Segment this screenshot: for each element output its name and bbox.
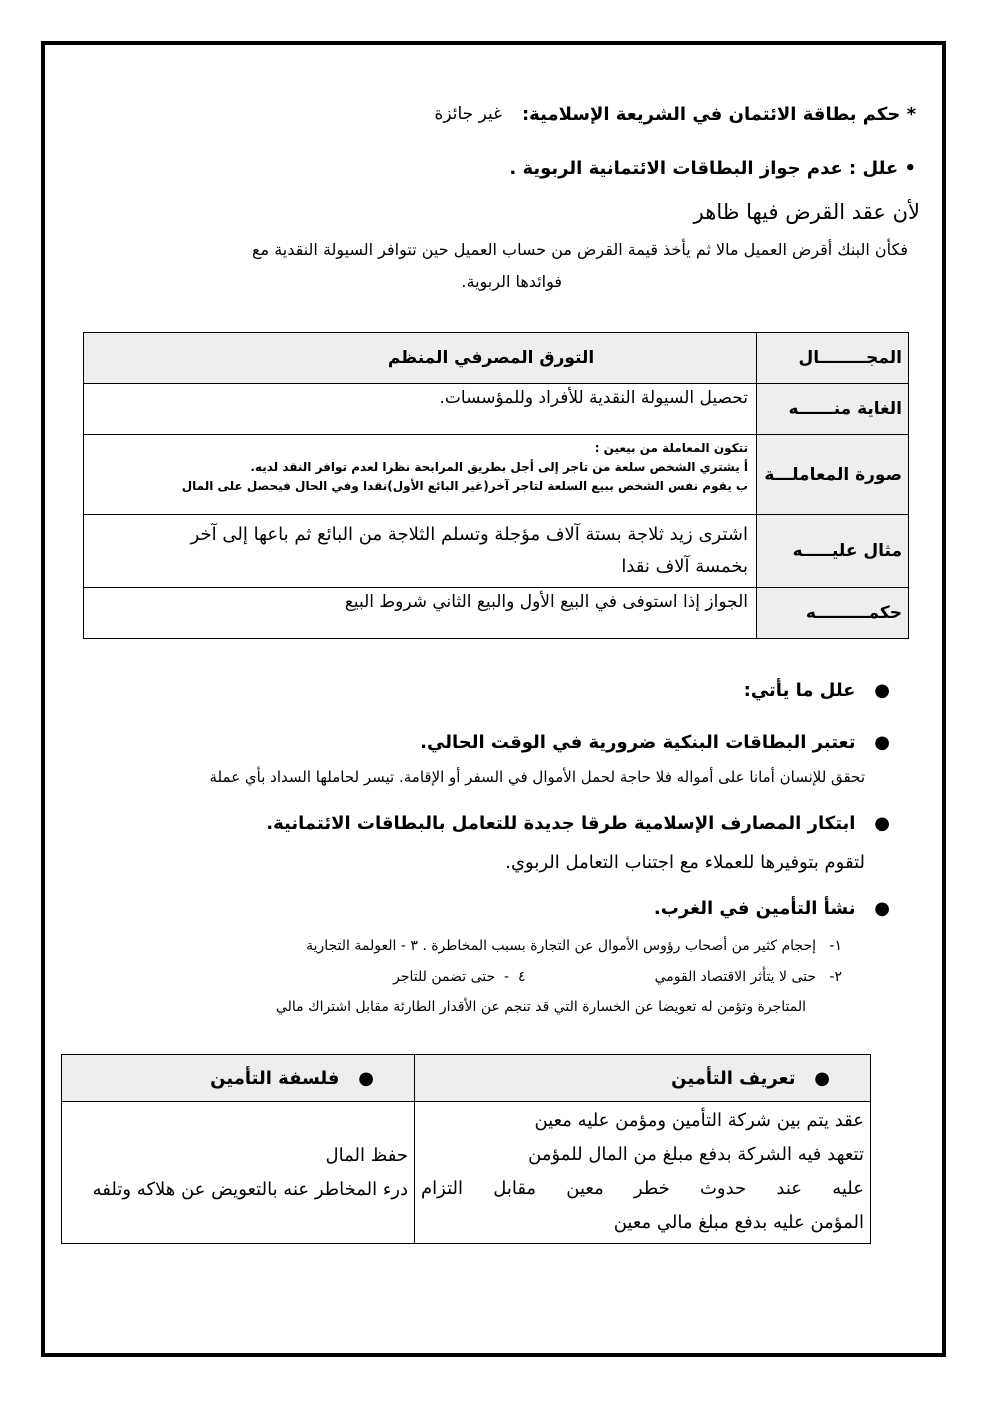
bullet-icon: ● (795, 1067, 830, 1089)
example-line: اشترى زيد ثلاجة بستة آلاف مؤجلة وتسلم الثلاجة من البائع ثم باعها إلى آخر (190, 524, 748, 545)
list-item: ١-إحجام كثير من أصحاب رؤوس الأموال عن التجارة بسبب المخاطرة . ٣ - العولمة التجارية (306, 938, 842, 954)
row-label: الغاية منــــــه (757, 384, 909, 435)
answer-2: لتقوم بتوفيرها للعملاء مع اجتناب التعامل الربوي. (505, 852, 865, 873)
table-header-row (62, 1055, 871, 1102)
row-label: مثال عليـــــه (757, 515, 909, 588)
reason-line3: فوائدها الربوية. (461, 272, 562, 291)
question-3: ● نشأ التأمين في الغرب. (653, 898, 890, 919)
ruling-title: * حكم بطاقة الائتمان في الشريعة الإسلامية: (521, 104, 916, 125)
bullet-icon: ● (855, 813, 890, 834)
bullet-icon: ● (855, 898, 890, 919)
transaction-line: ب يقوم نفس الشخص ببيع السلعة لتاجر آخر(غير البائع الأول)نقدا وفي الحال فيحصل على المال (181, 479, 748, 493)
table-row (84, 435, 909, 515)
table-row (62, 1102, 871, 1244)
list-tail: المتاجرة وتؤمن له تعويضا عن الخسارة التي قد تنجم عن الأقدار الطارئة مقابل اشتراك مالي (275, 999, 806, 1015)
row-label: حكمـــــــــه (757, 588, 909, 639)
reason-title: • علل : عدم جواز البطاقات الائتمانية الربوية . (509, 158, 916, 179)
bullet-icon: ● (855, 680, 890, 701)
question-2: ● ابتكار المصارف الإسلامية طرقا جديدة للتعامل بالبطاقات الائتمانية. (266, 813, 890, 834)
table-row (84, 588, 909, 639)
col-header-philosophy: ● فلسفة التأمين (62, 1055, 415, 1102)
row-label: صورة المعاملـــة (757, 435, 909, 515)
transaction-line: أ يشتري الشخص سلعة من تاجر إلى أجل بطريق المرابحة نظرا لعدم توافر النقد لديه. (250, 460, 748, 474)
reason-line1: لأن عقد القرض فيها ظاهر (693, 200, 920, 224)
transaction-line: تتكون المعاملة من بيعين : (594, 441, 748, 455)
explain-title: ● علل ما يأتي: (743, 680, 890, 701)
row-value (84, 515, 757, 588)
reason-line2: فكأن البنك أقرض العميل مالا ثم يأخذ قيمة القرض من حساب العميل حين تتوافر السيولة النقدية مع (252, 240, 908, 259)
example-line: بخمسة آلاف نقدا (621, 556, 748, 577)
ruling-answer: غير جائزة (434, 104, 502, 124)
answer-1: تحقق للإنسان أمانا على أمواله فلا حاجة لحمل الأموال في السفر أو الإقامة. تيسر لحاملها السداد بأي عملة (209, 768, 865, 786)
tawarruq-table (83, 332, 909, 639)
row-value: التورق المصرفي المنظم (84, 333, 757, 384)
definition-cell: عقد يتم بين شركة التأمين ومؤمن عليه معين تتعهد فيه الشركة بدفع مبلغ من المال للمؤمن عليه عند حدوث خطر معين مقابل التزام المؤمن عليه بدفع مبلغ مالي معين (415, 1102, 871, 1244)
bullet-icon: ● (855, 732, 890, 753)
bullet-icon: ● (339, 1067, 374, 1089)
table-row (84, 333, 909, 384)
table-row (84, 515, 909, 588)
row-value: تحصيل السيولة النقدية للأفراد وللمؤسسات. (84, 384, 757, 435)
row-value (84, 435, 757, 515)
row-label: المجــــــــال (757, 333, 909, 384)
list-item: ٢-حتى لا يتأثر الاقتصاد القومي ٤ - حتى تضمن للتاجر (393, 969, 842, 985)
insurance-table (61, 1054, 871, 1244)
philosophy-cell: حفظ المال درء المخاطر عنه بالتعويض عن هلاكه وتلفه (62, 1102, 415, 1244)
col-header-definition: ● تعريف التأمين (415, 1055, 871, 1102)
row-value: الجواز إذا استوفى في البيع الأول والبيع الثاني شروط البيع (84, 588, 757, 639)
question-1: ● تعتبر البطاقات البنكية ضرورية في الوقت الحالي. (420, 732, 890, 753)
table-row (84, 384, 909, 435)
